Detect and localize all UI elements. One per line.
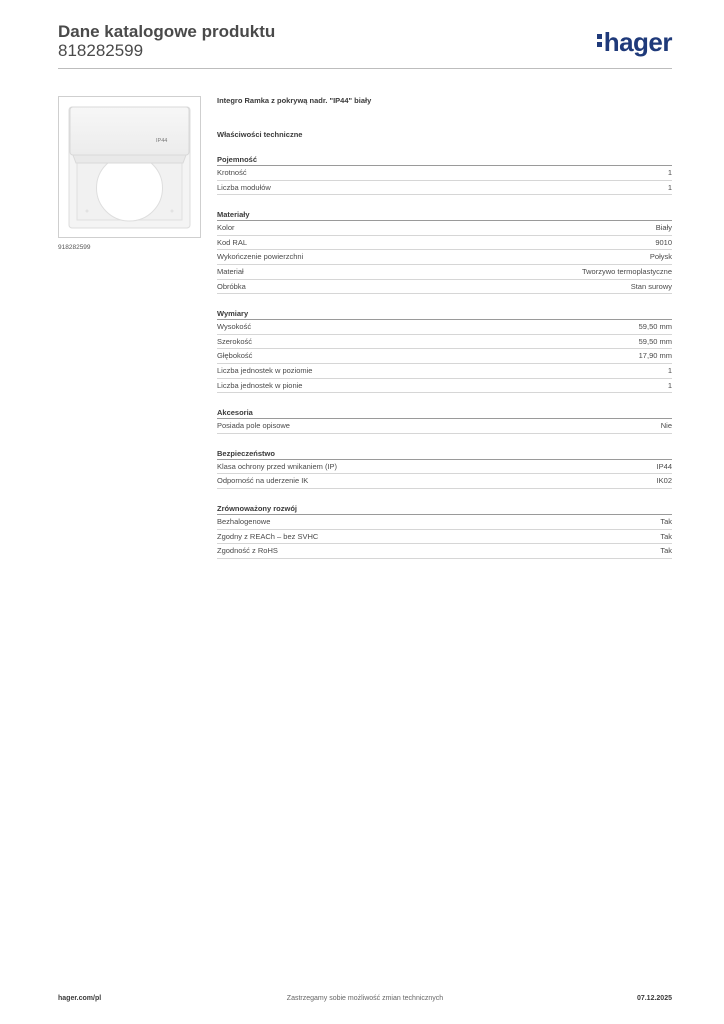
page-header [58, 22, 672, 68]
property-value: IK02 [656, 476, 672, 486]
property-label: Liczba jednostek w poziomie [217, 365, 313, 375]
property-row [217, 181, 672, 196]
page-title: Dane katalogowe produktu [58, 22, 276, 41]
property-label: Bezhalogenowe [217, 516, 271, 526]
property-row [217, 250, 672, 265]
property-value: 1 [667, 182, 672, 192]
property-label: Głębokość [217, 351, 253, 361]
property-row [217, 265, 672, 280]
property-row [217, 544, 672, 559]
property-label: Zgodny z REACh – bez SVHC [217, 531, 319, 541]
property-value: 17,90 mm [638, 351, 672, 361]
property-row [217, 335, 672, 350]
property-value: 1 [667, 380, 672, 390]
property-row [217, 474, 672, 489]
property-row [217, 280, 672, 295]
property-value: Nie [660, 421, 672, 431]
property-group [217, 447, 672, 489]
property-label: Liczba modułów [217, 182, 271, 192]
property-group [217, 153, 672, 195]
section-heading: Właściwości techniczne [217, 130, 303, 139]
property-label: Wysokość [217, 322, 252, 332]
socket-frame-illustration [59, 97, 200, 237]
property-row [217, 530, 672, 545]
footer-notice: Zastrzegamy sobie możliwość zmian technicznych [286, 995, 444, 1002]
property-value: Stan surowy [630, 281, 672, 291]
property-label: Szerokość [217, 336, 253, 346]
header-divider [58, 68, 672, 69]
footer-site-link[interactable]: hager.com/pl [58, 995, 102, 1002]
property-row [217, 349, 672, 364]
group-title: Zrównoważony rozwój [217, 502, 672, 515]
property-value: 9010 [655, 237, 672, 247]
page-footer [58, 995, 672, 1007]
property-groups [217, 153, 672, 559]
group-title: Materiały [217, 208, 672, 221]
property-value: Tworzywo termoplastyczne [581, 266, 672, 276]
property-label: Obróbka [217, 281, 246, 291]
property-value: Tak [660, 516, 672, 526]
property-value: 1 [667, 168, 672, 177]
group-title: Pojemność [217, 153, 672, 166]
property-row [217, 515, 672, 530]
group-title: Wymiary [217, 307, 672, 320]
property-row [217, 236, 672, 251]
property-row [217, 460, 672, 475]
hager-logo [597, 28, 672, 56]
technical-data [217, 96, 672, 559]
property-label: Liczba jednostek w pionie [217, 380, 303, 390]
property-value: Tak [660, 531, 672, 541]
property-label: Wykończenie powierzchni [217, 252, 304, 262]
property-label: Kod RAL [217, 237, 248, 247]
group-title: Akcesoria [217, 406, 672, 419]
property-group [217, 406, 672, 434]
footer-date: 07.12.2025 [636, 995, 672, 1002]
property-row [217, 166, 672, 181]
ip44-label: IP44 [156, 138, 168, 144]
property-group [217, 502, 672, 559]
property-group [217, 208, 672, 294]
property-label: Odporność na uderzenie IK [217, 476, 309, 486]
image-caption: 918282599 [58, 244, 91, 251]
property-value: 1 [667, 365, 672, 375]
property-row [217, 419, 672, 434]
property-group [217, 307, 672, 393]
property-row [217, 320, 672, 335]
property-label: Klasa ochrony przed wnikaniem (IP) [217, 461, 338, 471]
property-value: 59,50 mm [638, 336, 672, 346]
property-row [217, 364, 672, 379]
product-number: 818282599 [58, 41, 144, 60]
product-name: Integro Ramka z pokrywą nadr. "IP44" biały [217, 96, 372, 105]
product-image [58, 96, 201, 238]
property-value: IP44 [656, 461, 672, 471]
logo-text: hager [603, 27, 672, 57]
property-row [217, 379, 672, 394]
property-row [217, 221, 672, 236]
property-value: Biały [655, 223, 672, 233]
property-value: Tak [660, 546, 672, 556]
property-label: Krotność [217, 168, 247, 177]
property-value: 59,50 mm [638, 322, 672, 332]
group-title: Bezpieczeństwo [217, 447, 672, 460]
logo-dots-icon [597, 34, 603, 50]
property-label: Kolor [217, 223, 235, 233]
property-label: Zgodność z RoHS [217, 546, 278, 556]
property-label: Posiada pole opisowe [217, 421, 290, 431]
property-value: Połysk [649, 252, 672, 262]
property-label: Materiał [217, 266, 244, 276]
